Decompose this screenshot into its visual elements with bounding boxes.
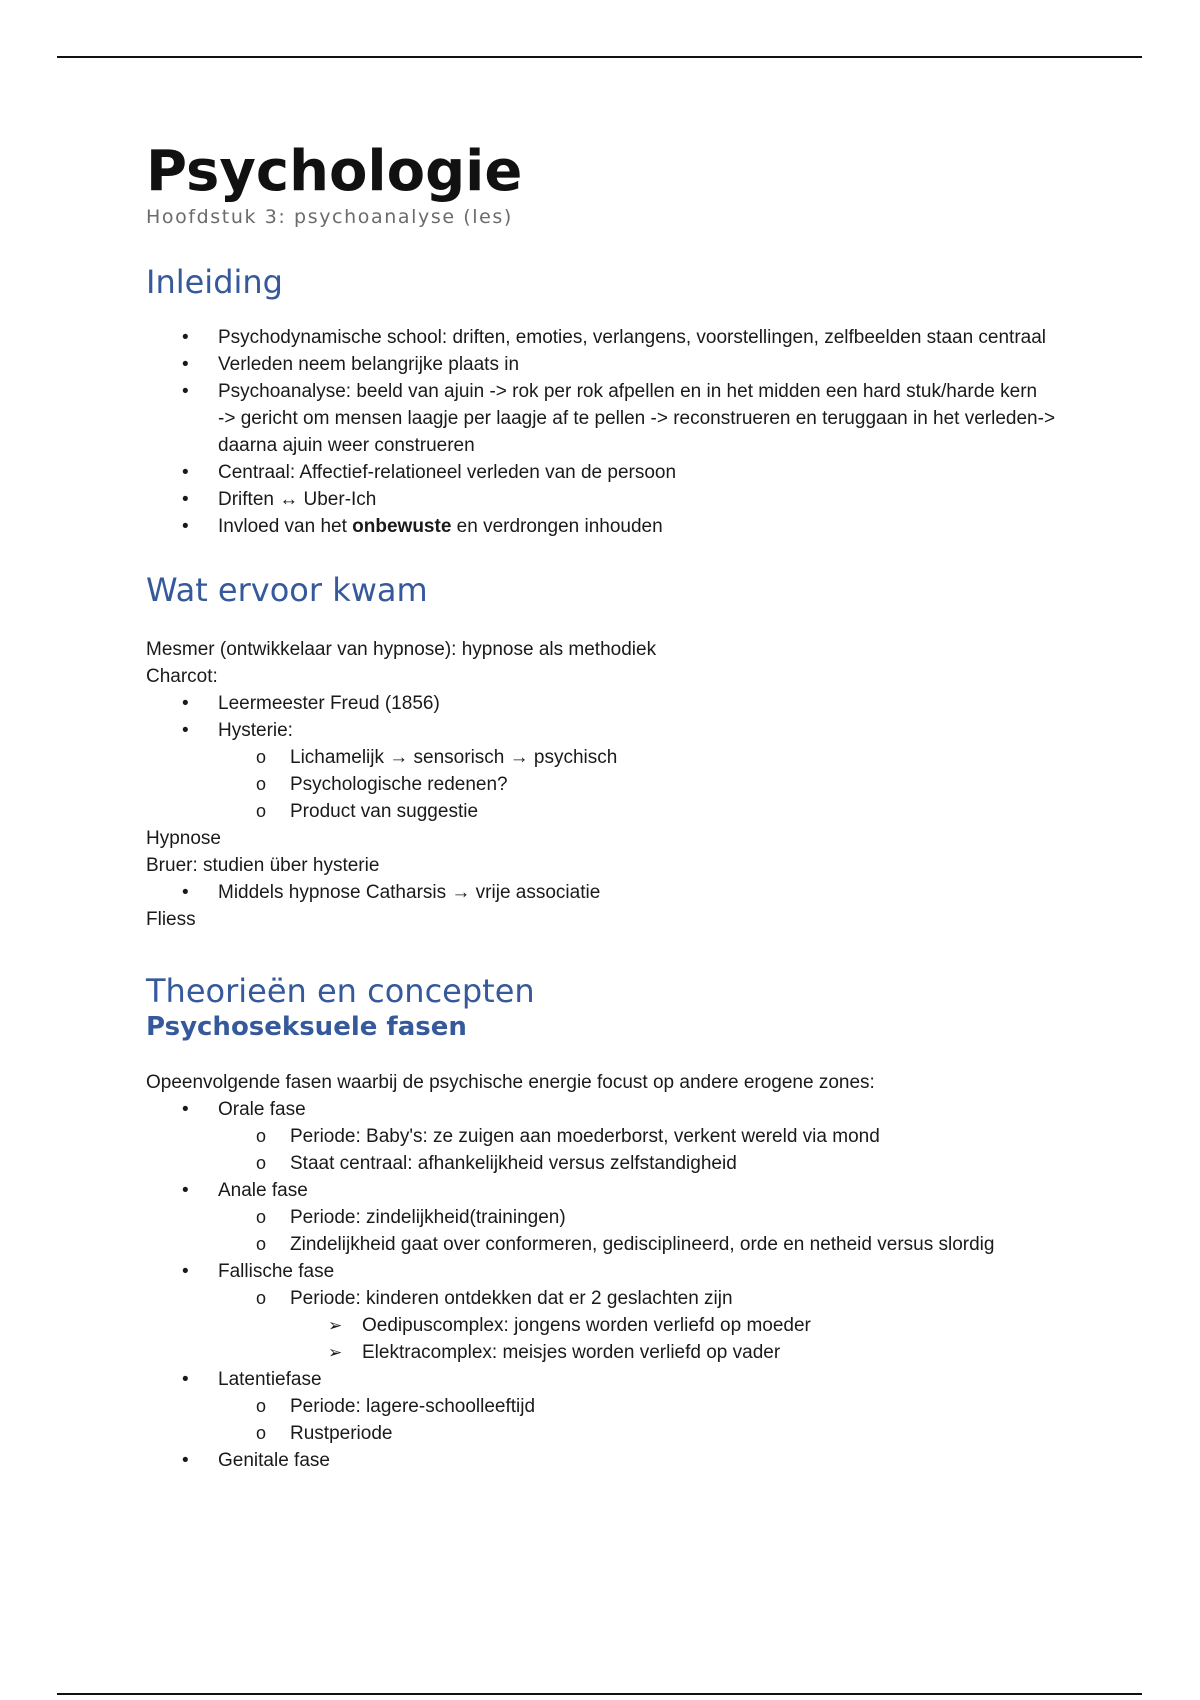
paragraph-bruer: Bruer: studien über hysterie — [146, 855, 380, 876]
list-item — [290, 1285, 1066, 1366]
latentie-sublist — [218, 1393, 1066, 1447]
paragraph-hypnose: Hypnose — [146, 828, 221, 849]
list-item: o Staat centraal: afhankelijkheid versus zelfstandigheid — [290, 1150, 1066, 1177]
paragraph-charcot: Charcot: — [146, 666, 218, 687]
list-item: ➢ Oedipuscomplex: jongens worden verliefd op moeder — [362, 1312, 1066, 1339]
paragraph-mesmer: Mesmer (ontwikkelaar van hypnose): hypnose als methodiek — [146, 639, 657, 660]
list-item: • Leermeester Freud (1856) — [218, 690, 1066, 717]
list-item: o Periode: Baby's: ze zuigen aan moederborst, verkent wereld via mond — [290, 1123, 1066, 1150]
heading-inleiding: Inleiding — [146, 263, 283, 301]
heading-theorieen: Theorieën en concepten — [146, 972, 535, 1010]
list-item: • Driften ↔ Uber-Ich — [218, 486, 1066, 513]
hysterie-list — [218, 744, 1066, 825]
list-item-label: Fallische fase — [218, 1261, 335, 1282]
list-item-label: Orale fase — [218, 1099, 306, 1120]
list-item: • Psychoanalyse: beeld van ajuin -> rok per rok afpellen en in het midden een hard stuk/harde kern -> gericht om mensen laagje per laagje af te pellen -> reconstrueren en teruggaan in het verleden-> daarna ajuin weer construeren — [218, 378, 1066, 459]
text-prefix: Invloed van het — [218, 516, 353, 537]
header-rule — [57, 56, 1142, 58]
list-item: • Middels hypnose Catharsis → vrije associatie — [218, 879, 1066, 906]
list-item: • Psychodynamische school: driften, emoties, verlangens, voorstellingen, zelfbeelden staan centraal — [218, 324, 1066, 351]
list-item-label: Latentiefase — [218, 1369, 322, 1390]
list-item-latentie — [218, 1366, 1066, 1447]
inleiding-list — [146, 324, 1066, 540]
list-item: • Verleden neem belangrijke plaats in — [218, 351, 1066, 378]
document-subtitle: Hoofdstuk 3: psychoanalyse (les) — [146, 206, 513, 228]
orale-sublist — [218, 1123, 1066, 1177]
list-item: ➢ Elektracomplex: meisjes worden verliefd op vader — [362, 1339, 1066, 1366]
footer-rule — [57, 1693, 1142, 1695]
paragraph-fliess: Fliess — [146, 909, 196, 930]
list-item-fallische — [218, 1258, 1066, 1366]
document-title: Psychologie — [146, 139, 523, 204]
paragraph-intro: Opeenvolgende fasen waarbij de psychische energie focust op andere erogene zones: — [146, 1072, 875, 1093]
text-suffix: en verdrongen inhouden — [451, 516, 663, 537]
bold-term: onbewuste — [352, 516, 452, 537]
bruer-list — [146, 879, 1066, 906]
list-item: o Product van suggestie — [290, 798, 1066, 825]
fallische-sublist — [218, 1285, 1066, 1366]
heading-wat-ervoor-kwam: Wat ervoor kwam — [146, 571, 428, 609]
list-item — [218, 717, 1066, 825]
list-item: • Centraal: Affectief-relationeel verleden van de persoon — [218, 459, 1066, 486]
fasen-list — [146, 1096, 1066, 1474]
list-item-label: Periode: kinderen ontdekken dat er 2 geslachten zijn — [290, 1288, 733, 1309]
list-item: o Periode: zindelijkheid(trainingen) — [290, 1204, 1066, 1231]
list-item-orale — [218, 1096, 1066, 1177]
anale-sublist — [218, 1204, 1066, 1258]
list-item: o Zindelijkheid gaat over conformeren, gedisciplineerd, orde en netheid versus slordig — [290, 1231, 1066, 1258]
document-body — [146, 140, 1066, 1474]
charcot-list — [146, 690, 1066, 825]
list-item-label: Hysterie: — [218, 720, 293, 741]
subheading-psychoseksuele-fasen: Psychoseksuele fasen — [146, 1012, 467, 1042]
list-item: o Periode: lagere-schoolleeftijd — [290, 1393, 1066, 1420]
list-item-genitale: • Genitale fase — [218, 1447, 1066, 1474]
list-item: o Psychologische redenen? — [290, 771, 1066, 798]
complex-sublist — [290, 1312, 1066, 1366]
list-item: o Rustperiode — [290, 1420, 1066, 1447]
list-item — [218, 513, 1066, 540]
list-item-label: Anale fase — [218, 1180, 308, 1201]
list-item: o Lichamelijk → sensorisch → psychisch — [290, 744, 1066, 771]
list-item-anale — [218, 1177, 1066, 1258]
